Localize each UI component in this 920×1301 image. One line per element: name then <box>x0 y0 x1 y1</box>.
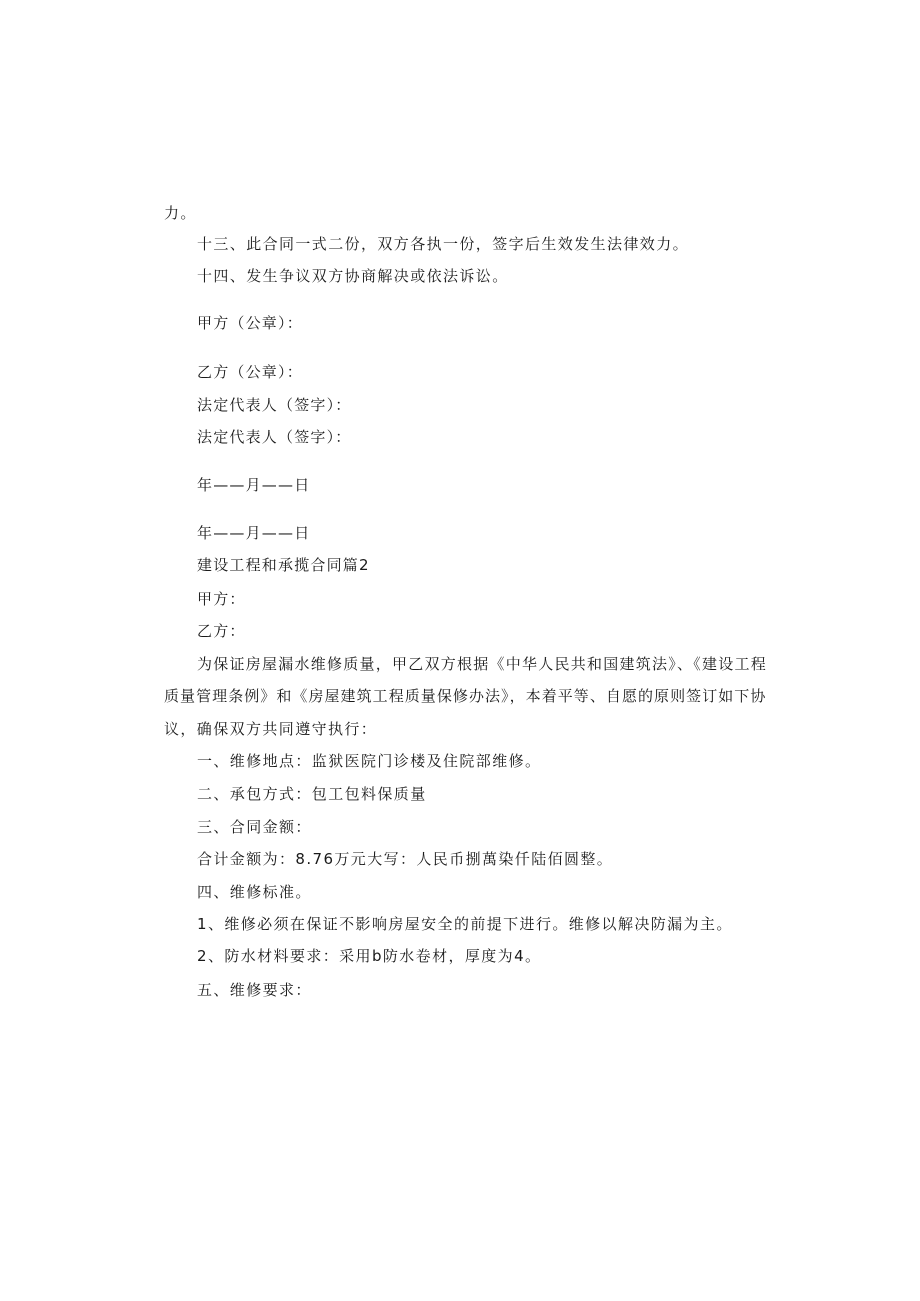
item-4-standard: 四、维修标准。 <box>197 883 312 901</box>
item-3-amount: 三、合同金额： <box>197 818 312 836</box>
standard-1: 1、维修必须在保证不影响房屋安全的前提下进行。维修以解决防漏为主。 <box>197 915 733 933</box>
item-2-contract-method: 二、承包方式：包工包料保质量 <box>197 785 427 803</box>
total-amount: 合计金额为：8.76万元大写：人民币捌萬染仟陆佰圆整。 <box>197 850 614 868</box>
intro-line-1: 为保证房屋漏水维修质量，甲乙双方根据《中华人民共和国建筑法》、《建设工程 <box>197 655 768 673</box>
date-line-1: 年——月——日 <box>197 476 311 494</box>
party-b-label: 乙方： <box>197 622 246 640</box>
party-b-seal: 乙方（公章）： <box>197 363 303 381</box>
date-line-2: 年——月——日 <box>197 524 311 542</box>
standard-2: 2、防水材料要求：采用b防水卷材，厚度为4。 <box>197 947 542 965</box>
party-a-label: 甲方： <box>197 590 246 608</box>
party-a-seal: 甲方（公章）： <box>197 314 303 332</box>
legal-rep-1: 法定代表人（签字）： <box>197 396 352 414</box>
legal-rep-2: 法定代表人（签字）： <box>197 428 352 446</box>
continuation-text: 力。 <box>164 204 197 222</box>
section-title: 建设工程和承揽合同篇2 <box>197 556 370 574</box>
clause-14: 十四、发生争议双方协商解决或依法诉讼。 <box>197 267 509 285</box>
item-5-requirements: 五、维修要求： <box>197 981 312 999</box>
item-1-location: 一、维修地点：监狱医院门诊楼及住院部维修。 <box>197 752 542 770</box>
intro-line-2: 质量管理条例》和《房屋建筑工程质量保修办法》，本着平等、自愿的原则签订如下协 <box>164 687 767 705</box>
clause-13: 十三、此合同一式二份，双方各执一份，签字后生效发生法律效力。 <box>197 235 690 253</box>
intro-line-3: 议，确保双方共同遵守执行： <box>164 720 378 738</box>
